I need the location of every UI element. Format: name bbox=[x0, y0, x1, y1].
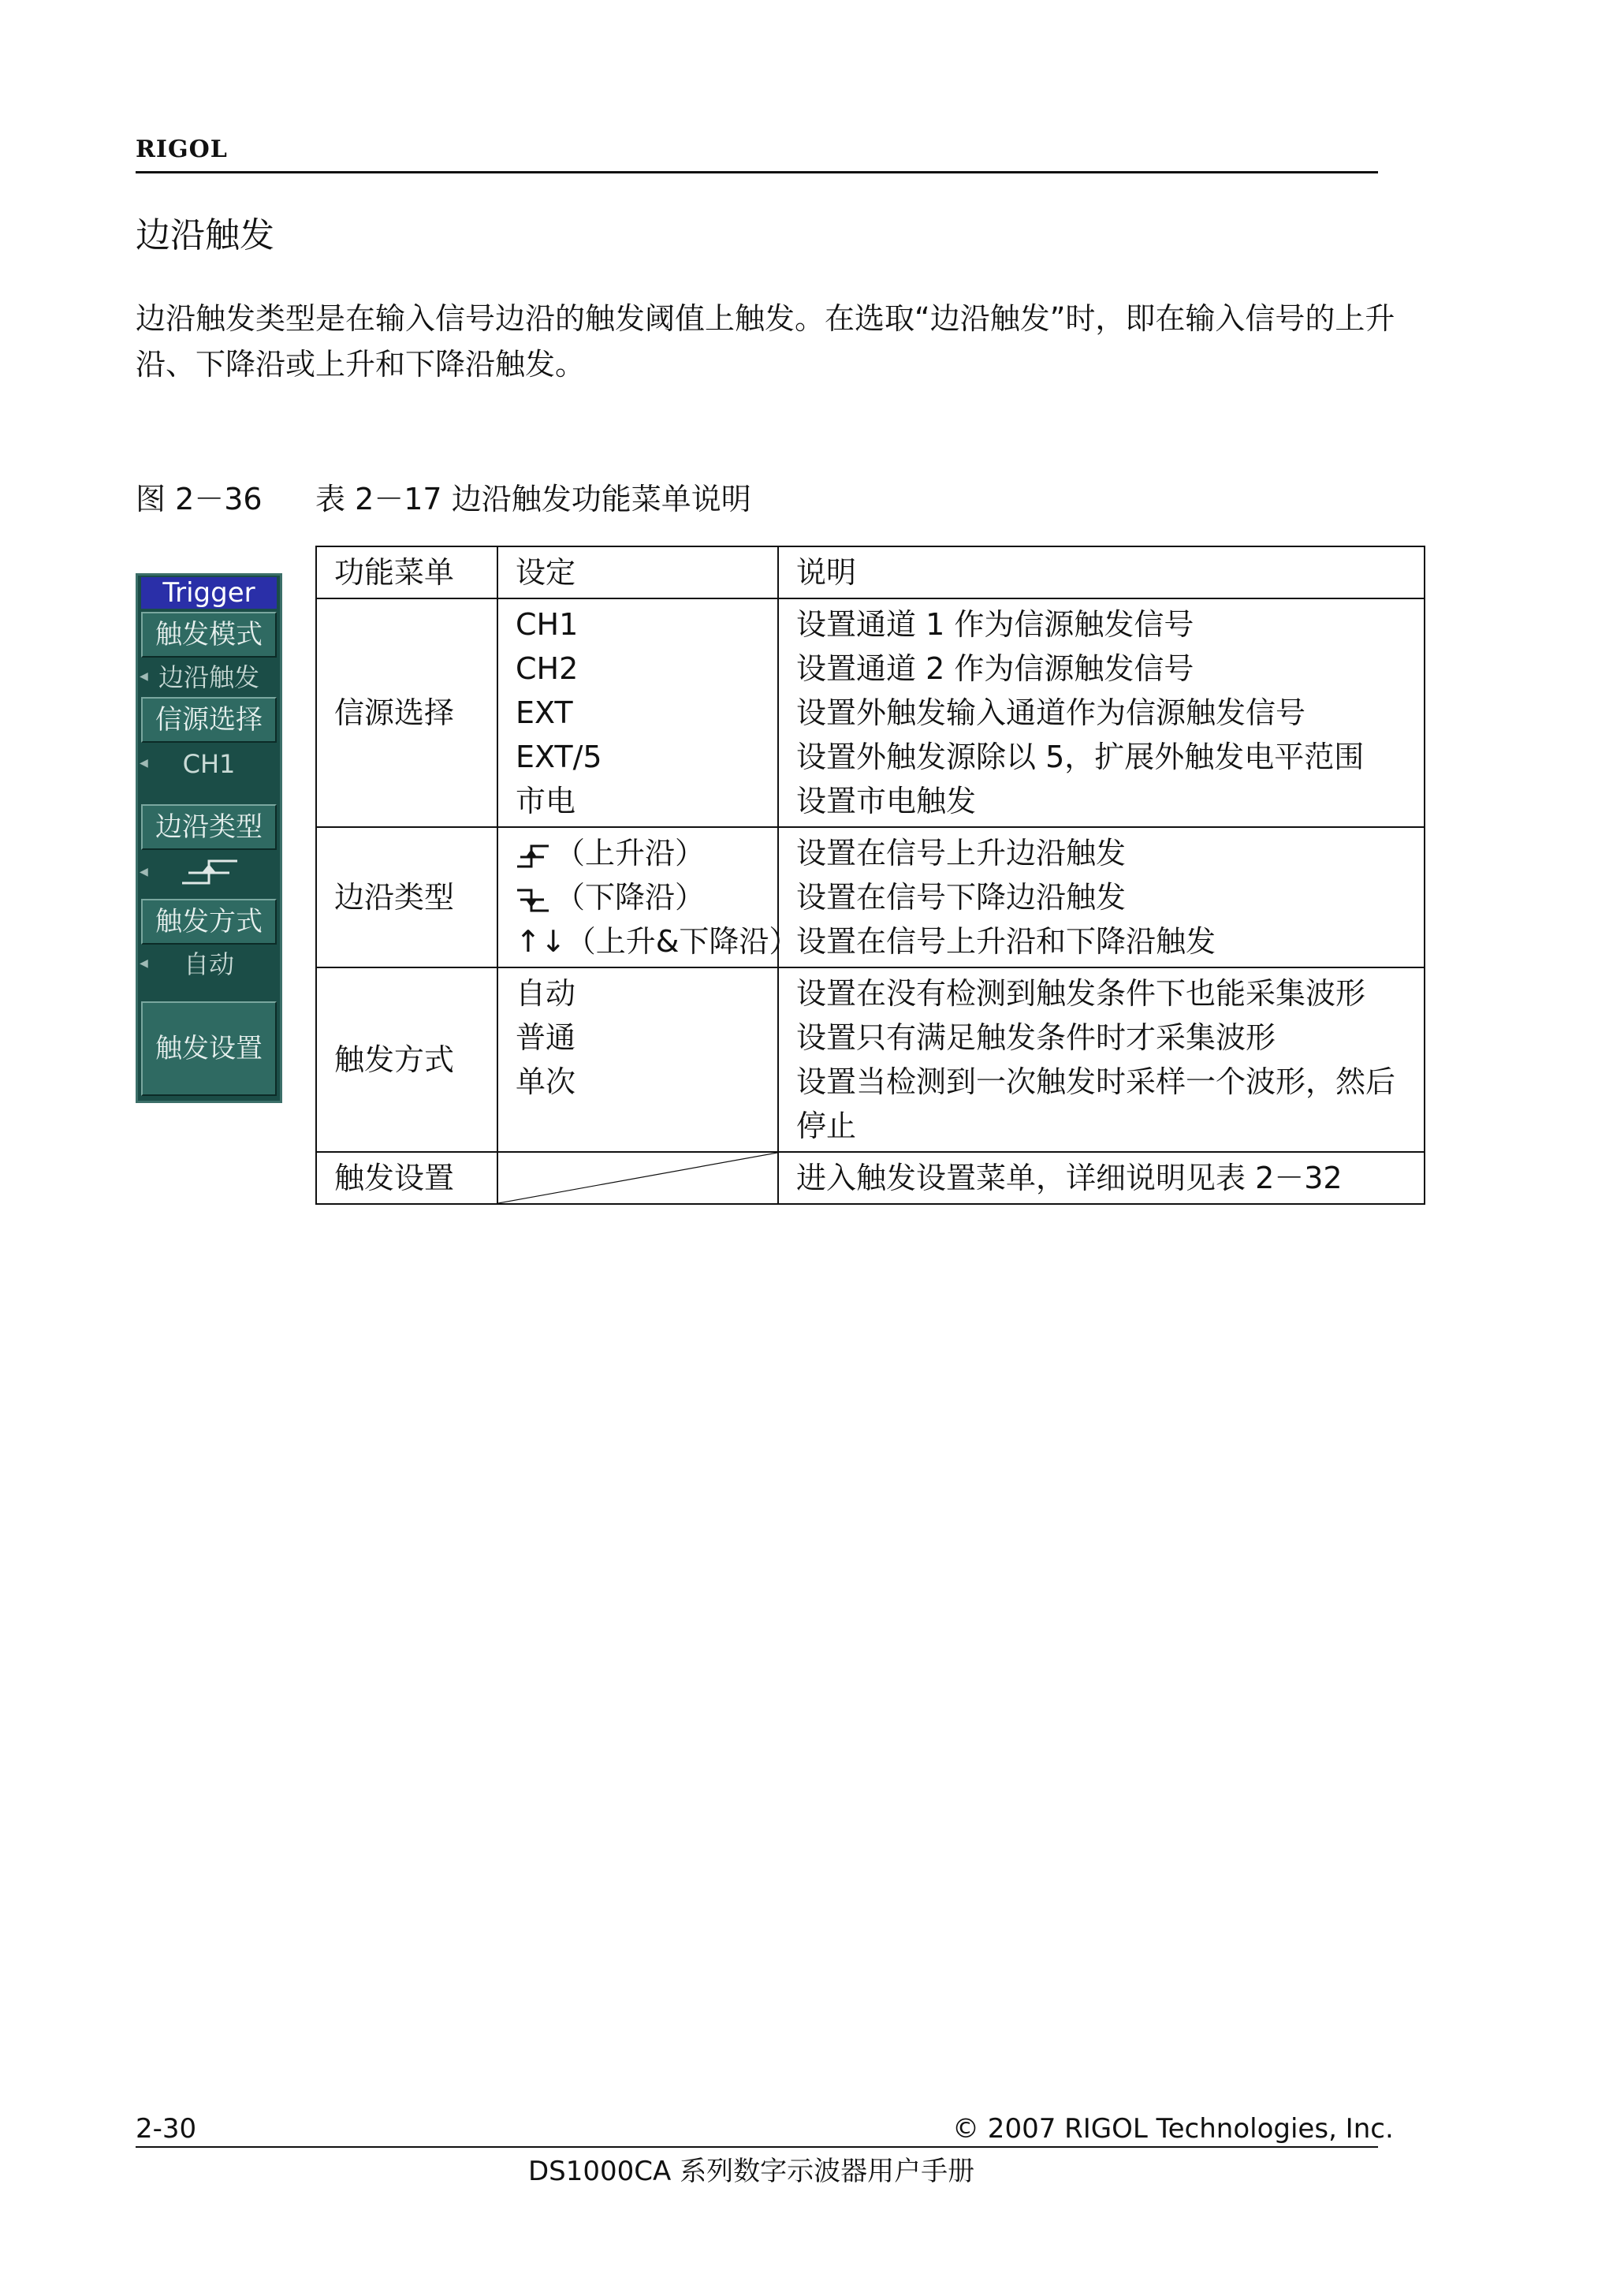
options-cell bbox=[497, 598, 778, 827]
option-item: EXT bbox=[516, 695, 573, 730]
trigger-setup-button[interactable]: 触发设置 bbox=[141, 1001, 277, 1096]
menu-cell: 触发设置 bbox=[316, 1152, 497, 1204]
description-item: 设置在没有检测到触发条件下也能采集波形 bbox=[796, 976, 1366, 1011]
description-item: 设置市电触发 bbox=[796, 784, 977, 818]
option-item: 市电 bbox=[516, 784, 576, 818]
function-table bbox=[315, 546, 1425, 1205]
option-item: CH2 bbox=[516, 651, 579, 686]
column-header: 设定 bbox=[497, 546, 778, 598]
menu-cell: 边沿类型 bbox=[316, 827, 497, 967]
description-item: 进入触发设置菜单，详细说明见表 2－32 bbox=[796, 1161, 1343, 1195]
sweep-mode-value: 自动 bbox=[183, 949, 234, 979]
menu-arrow-icon: ◀ bbox=[140, 957, 148, 970]
diagonal-line bbox=[498, 1153, 777, 1203]
copyright-text: © 2007 RIGOL Technologies, Inc. bbox=[952, 2113, 1394, 2145]
description-item: 设置外触发源除以 5，扩展外触发电平范围 bbox=[796, 740, 1365, 774]
description-item: 设置通道 2 作为信源触发信号 bbox=[796, 651, 1194, 686]
menu-header: Trigger bbox=[141, 577, 277, 609]
column-header: 功能菜单 bbox=[316, 546, 497, 598]
description-item: 设置外触发输入通道作为信源触发信号 bbox=[796, 695, 1306, 730]
column-header: 说明 bbox=[778, 546, 1425, 598]
menu-cell: 触发方式 bbox=[316, 967, 497, 1152]
option-item: EXT/5 bbox=[516, 740, 602, 774]
header-rule bbox=[136, 171, 1378, 173]
options-cell bbox=[497, 827, 799, 967]
rising-edge-icon bbox=[141, 852, 277, 893]
option-item: 普通 bbox=[516, 1020, 576, 1055]
intro-paragraph: 边沿触发类型是在输入信号边沿的触发阈值上触发。在选取“边沿触发”时，即在输入信号的上升沿、下降沿或上升和下降沿触发。 bbox=[136, 301, 1395, 382]
empty-diagonal-cell bbox=[497, 1152, 778, 1204]
footer-rule bbox=[136, 2146, 1378, 2148]
section-title: 边沿触发 bbox=[136, 215, 274, 255]
page-number: 2-30 bbox=[136, 2113, 197, 2145]
menu-arrow-icon: ◀ bbox=[140, 866, 148, 878]
description-cell bbox=[778, 967, 1425, 1152]
rising-edge-icon bbox=[516, 841, 550, 870]
edge-type-button[interactable]: 边沿类型 bbox=[141, 804, 277, 850]
option-item bbox=[516, 919, 799, 964]
option-item: CH1 bbox=[516, 607, 579, 642]
menu-arrow-icon: ◀ bbox=[140, 757, 148, 770]
options-cell bbox=[497, 967, 778, 1152]
description-cell bbox=[778, 827, 1425, 967]
table-row bbox=[316, 827, 1425, 967]
trigger-mode-value: 边沿触发 bbox=[158, 662, 259, 692]
description-item: 设置当检测到一次触发时采样一个波形，然后停止 bbox=[796, 1064, 1396, 1143]
both-edges-icon: ↑↓ bbox=[516, 924, 566, 959]
description-item: 设置通道 1 作为信源触发信号 bbox=[796, 607, 1194, 642]
option-item bbox=[516, 875, 760, 919]
trigger-mode-button[interactable]: 触发模式 bbox=[141, 612, 277, 658]
option-label: （上升&下降沿） bbox=[565, 924, 799, 959]
sweep-mode-button[interactable]: 触发方式 bbox=[141, 899, 277, 945]
option-item bbox=[516, 831, 760, 875]
table-row bbox=[316, 598, 1425, 827]
menu-arrow-icon: ◀ bbox=[140, 670, 148, 683]
edge-type-value bbox=[141, 852, 277, 893]
description-item: 设置只有满足触发条件时才采集波形 bbox=[796, 1020, 1276, 1055]
table-caption: 表 2－17 边沿触发功能菜单说明 bbox=[315, 482, 751, 516]
figure-caption: 图 2－36 bbox=[136, 482, 263, 516]
menu-cell: 信源选择 bbox=[316, 598, 497, 827]
description-cell bbox=[778, 598, 1425, 827]
option-item: 自动 bbox=[516, 976, 576, 1011]
option-label: （下降沿） bbox=[555, 880, 706, 915]
manual-title: DS1000CA 系列数字示波器用户手册 bbox=[528, 2156, 975, 2187]
table-header-row bbox=[316, 546, 1425, 598]
description-item: 设置在信号下降边沿触发 bbox=[796, 880, 1127, 915]
description-item: 设置在信号上升边沿触发 bbox=[796, 836, 1127, 870]
description-item: 设置在信号上升沿和下降沿触发 bbox=[796, 924, 1216, 959]
table-row bbox=[316, 967, 1425, 1152]
source-select-button[interactable]: 信源选择 bbox=[141, 697, 277, 743]
source-value: CH1 bbox=[182, 749, 236, 779]
table-row bbox=[316, 1152, 1425, 1204]
description-cell bbox=[778, 1152, 1425, 1204]
trigger-menu-panel bbox=[136, 573, 282, 1103]
brand-logo: RIGOL bbox=[136, 136, 228, 163]
option-item: 单次 bbox=[516, 1064, 576, 1099]
falling-edge-icon bbox=[516, 885, 550, 914]
option-label: （上升沿） bbox=[555, 836, 706, 870]
